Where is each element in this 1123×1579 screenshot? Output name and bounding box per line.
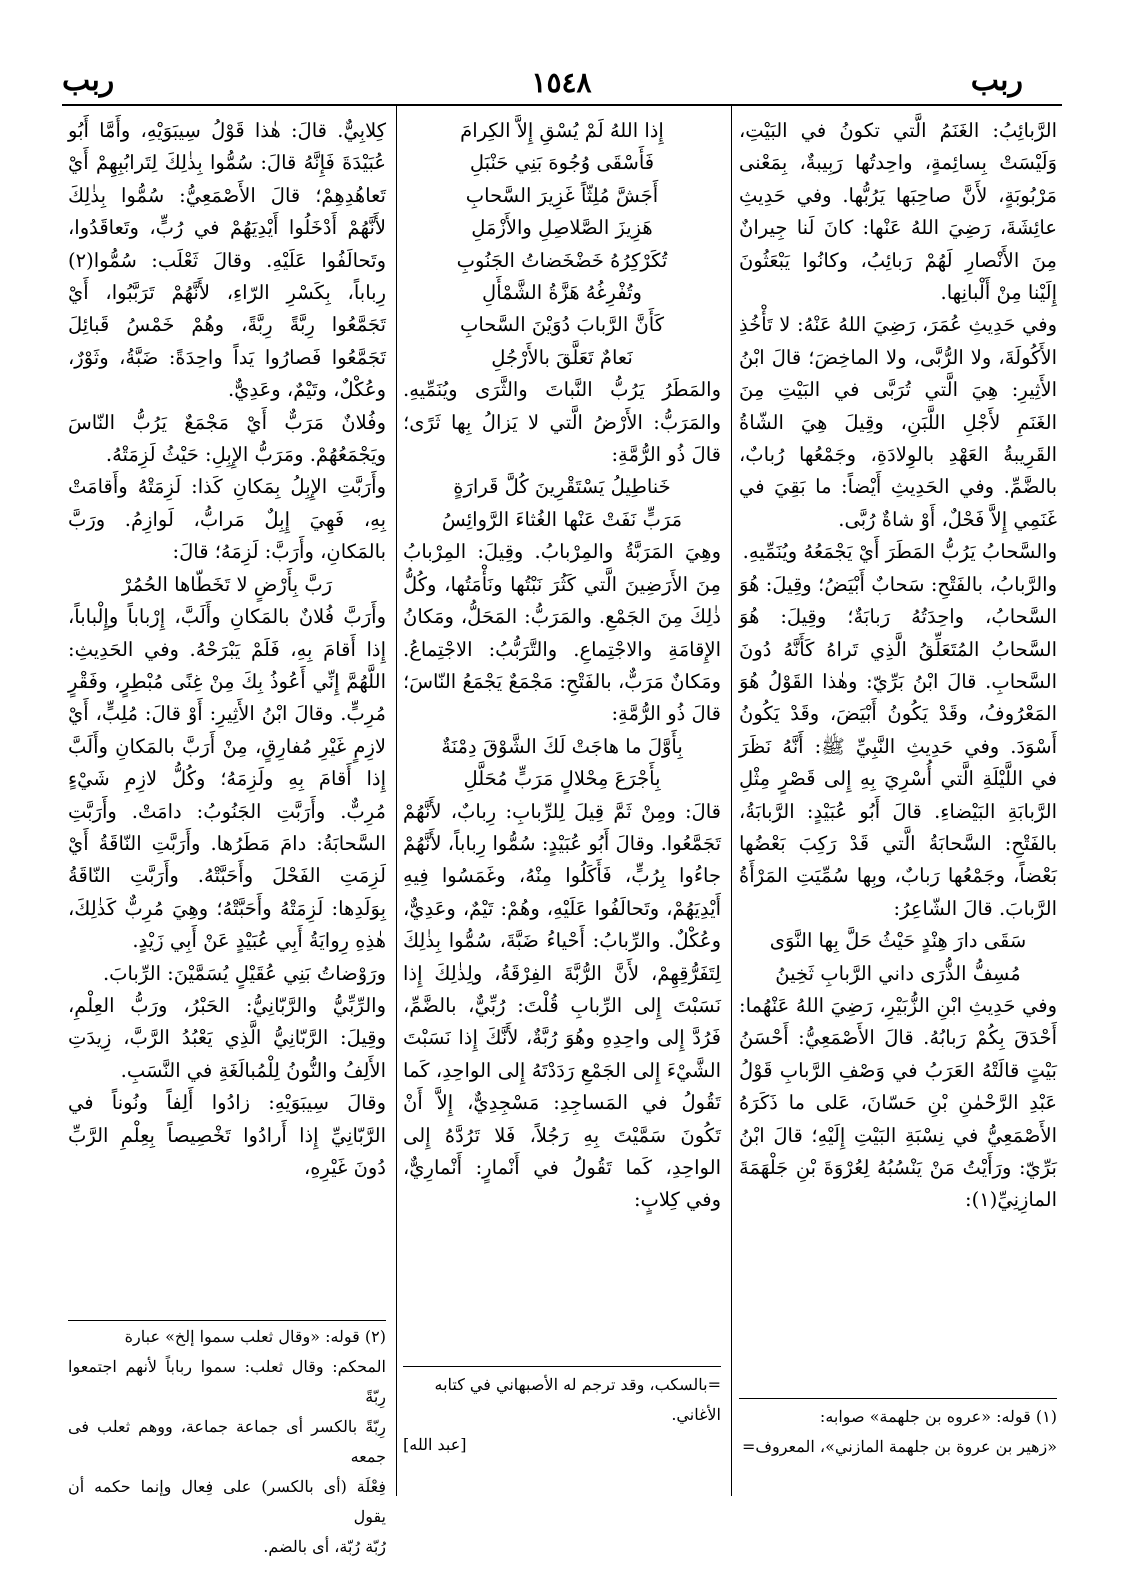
column-right [739, 115, 1057, 1217]
poetry-verse: بِأَجْرَعَ مِحْلالٍ مَرَبٍّ مُحَلَّلِ [463, 767, 661, 791]
column-middle [403, 115, 721, 1217]
column-divider-right [731, 106, 732, 1496]
poetry-verse: مَرَبٍّ نَفَتْ عَنْها الغُثاءَ الرَّوائِسُ [441, 507, 683, 531]
footnote-left [68, 1322, 386, 1562]
footnote-line: =بالسكب، وقد ترجم له الأصبهاني في كتابه [434, 1375, 721, 1394]
footnote-line: رُبّة رُبّة، أى بالضم. [263, 1537, 386, 1556]
entry-paragraph: وأَرَبَّتِ الإِبِلُ بِمَكانِ كَذا: لَزِمَتْهُ وأَقامَتْ بِهِ، فَهِيَ إِبِلٌ مَرابُّ، لَوازِمُ. ورَبَّ بالمَكانِ، وأَرَبَّ: لَزِمَهُ؛ قالَ: [68, 475, 386, 564]
poetry-verse: هَزِيزَ الصَّلاصِلِ والأَزْمَلِ [471, 216, 653, 240]
header-root-word-left: ربب [62, 63, 115, 98]
footnote-line: «زهير بن عروة بن جلهمة المازني»، المعروف= [741, 1437, 1057, 1456]
poetry-verse: سَقَى دارَ هِنْدٍ حَيْثُ حَلَّ بِها النَّوَى [769, 929, 1027, 953]
footnote-line: فِعْلَة (أى بالكسر) على فِعال وإنما حكمه أن يقول [68, 1477, 386, 1526]
poetry-verse: خَناطِيلُ يَسْتَقْرِينَ كُلَّ قَرارَةٍ [453, 475, 671, 499]
footnote-rule-right [739, 1398, 1057, 1399]
poetry-verse: رَبَّ بِأَرْضٍ لا تَخَطّاها الحُمُرْ [121, 572, 333, 596]
footnote-middle [403, 1370, 721, 1460]
poetry-verse: كَأَنَّ الرَّبابَ دُوَيْنَ السَّحابِ [460, 313, 664, 337]
footnote-line: المحكم: وقال ثعلب: سموا رباباً لأنهم اجتمعوا رِبّةً [68, 1357, 386, 1406]
entry-paragraph: ورَوْضاتُ بَنِي عُقَيْلٍ يُسَمَّيْنَ: الرِّبابَ. [102, 961, 386, 985]
footnote-line: رِبّةً بالكسر أى جماعة جماعة، ووهم ثعلب فى جمعه [68, 1417, 386, 1466]
poetry-verse: مُسِفُّ الذُّرَى داني الرَّبابِ ثَخِينُ [775, 961, 1021, 985]
footnote-line: الأغاني. [671, 1405, 721, 1424]
entry-paragraph: والرِّبِّيُّ والرَّبّانِيُّ: الحَبْرُ، ورَبُّ العِلْمِ، وقِيلَ: الرَّبّانِيُّ الَّذِي يَعْبُدُ الرَّبَّ، زِيدَتِ الأَلِفُ والنُّونُ لِلْمُبالَغَةِ في النَّسَبِ. [68, 993, 386, 1082]
header-root-word-right: ربب [970, 63, 1023, 98]
poetry-verse: فَأَسْقَى وُجُوهَ بَنِي حَنْبَلِ [469, 151, 655, 175]
entry-paragraph: وقالَ سِيبَوَيْهِ: زادُوا أَلِفاً ونُوناً في الرَّبّانِيِّ إِذا أَرادُوا تَخْصِيصاً بِعِلْمِ الرَّبِّ دُونَ غَيْرِهِ، [68, 1091, 386, 1179]
footnote-line: (٢) قوله: «وقال ثعلب سموا إلخ» عبارة [124, 1327, 386, 1346]
entry-paragraph: وفي حَدِيثِ عُمَرَ، رَضِيَ اللهُ عَنْهُ: لا تَأْخُذِ الأَكُولَةَ، ولا الرُّبَّى، ولا الماخِضَ؛ قالَ ابْنُ الأَثِيرِ: هِيَ الَّتي تُرَبَّى في البَيْتِ مِنَ الغَنَمِ لأَجْلِ اللَّبَنِ، وقِيلَ هِيَ الشّاةُ القَرِيبةُ العَهْدِ بالوِلادَةِ، وجَمْعُها رُبابٌ، بالضَّمِّ. وفي الحَدِيثِ أَيْضاً: ما بَقِيَ في غَنَمِي إِلاَّ فَحْلٌ، أَوْ شاةٌ رُبَّى. [739, 313, 1057, 531]
poetry-verse: تُكَرْكِرُهُ خَضْخَضاتُ الجَنُوبِ [456, 248, 668, 272]
footnote-rule-left [68, 1320, 386, 1321]
page-number: ١٥٤٨ [531, 66, 592, 99]
poetry-verse: إِذا اللهُ لَمْ يُسْقِ إِلاَّ الكِرامَ [460, 119, 664, 142]
column-divider-left [396, 106, 397, 1496]
entry-paragraph: وفُلانٌ مَرَبٌّ أَيْ مَجْمَعٌ يَرُبُّ النّاسَ ويَجْمَعُهُمْ. ومَرَبُّ الإِبِلِ: حَيْثُ لَزِمَتْهُ. [68, 410, 386, 467]
poetry-verse: أَجَشَّ مُلِثّاً غَزِيرَ السَّحابِ [465, 183, 659, 207]
entry-paragraph: وأَرَبَّ فُلانٌ بالمَكانِ وأَلَبَّ، إِرْباباً وإِلْباباً، إِذا أَقامَ بِهِ، فَلَمْ يَبْرَحْهُ. وفي الحَدِيثِ: اللَّهُمَّ إِنِّي أَعُوذُ بِكَ مِنْ غِنًى مُبْطِرٍ، وفَقْرٍ مُرِبٍّ. وقالَ ابْنُ الأَثِيرِ: أَوْ قالَ: مُلِبٍّ، أَيْ لازِمٍ غَيْرِ مُفارِقٍ، مِنْ أَرَبَّ بالمَكانِ وأَلَبَّ إِذا أَقامَ بِهِ ولَزِمَهُ؛ وكُلُّ لازِمِ شَيْءٍ مُرِبٌّ. وأَرَبَّتِ الجَنُوبُ: دامَتْ. وأَرَبَّتِ السَّحابَةُ: دامَ مَطَرُها. وأَرَبَّتِ النّاقَةُ أَيْ لَزِمَتِ الفَحْلَ وأَحَبَّتْهُ. وأَرَبَّتِ النّاقَةُ بِوَلَدِها: لَزِمَتْهُ وأَحَبَّتْهُ؛ وهِيَ مُرِبٌّ كَذٰلِكَ، هٰذِهِ رِوايَةُ أَبِي عُبَيْدٍ عَنْ أَبِي زَيْدٍ. [68, 605, 386, 953]
column-left [68, 115, 386, 1184]
entry-paragraph: والرَّبابُ، بالفَتْحِ: سَحابٌ أَبْيَضُ؛ وقِيلَ: هُوَ السَّحابُ، واحِدَتُهُ رَبابَةٌ؛ وقِيلَ: هُوَ السَّحابُ المُتَعَلِّقُ الَّذِي تَراهُ كَأَنَّهُ دُونَ السَّحابِ. قالَ ابْنُ بَرِّيّ: وهٰذا القَوْلُ هُوَ المَعْرُوفُ، وقَدْ يَكُونُ أَبْيَضَ، وقَدْ يَكُونُ أَسْوَدَ. وفي حَدِيثِ النَّبِيِّ ﷺ: أَنَّهُ نَظَرَ في اللَّيْلَةِ الَّتي أُسْرِيَ بِهِ إِلى قَصْرٍ مِثْلِ الرَّبابَةِ البَيْضاءِ. قالَ أَبُو عُبَيْدٍ: الرَّبابَةُ، بالفَتْحِ: السَّحابَةُ الَّتي قَدْ رَكِبَ بَعْضُها بَعْضاً، وجَمْعُها رَبابٌ، وبِها سُمِّيَتِ المَرْأَةُ الرَّبابَ. قالَ الشّاعِرُ: [739, 572, 1057, 920]
entry-paragraph: قالَ: ومِنْ ثَمَّ قِيلَ لِلرِّبابِ: رِبابٌ، لأَنَّهُمْ تَجَمَّعُوا. وقالَ أَبُو عُبَيْدٍ: سُمُّوا رِباباً، لأَنَّهُمْ جاءُوا بِرُبٍّ، فَأَكَلُوا مِنْهُ، وغَمَسُوا فِيهِ أَيْدِيَهُمْ، وتَحالَفُوا عَلَيْهِ، وهُمْ: تَيْمٌ، وعَدِيٌّ، وعُكْلٌ. والرِّبابُ: أَحْياءُ ضَبَّةَ، سُمُّوا بِذٰلِكَ لِتَفَرُّقِهِمْ، لأَنَّ الرُّبَّةَ الفِرْقَةُ، ولِذٰلِكَ إِذا نَسَبْتَ إِلى الرِّبابِ قُلْتَ: رُبِّيٌّ، بالضَّمِّ، فَرُدَّ إِلى واحِدِهِ وهُوَ رُبَّةٌ، لأَنَّكَ إِذا نَسَبْتَ الشَّيْءَ إِلى الجَمْعِ رَدَدْتَهُ إِلى الواحِدِ، كَما تَقُولُ في المَساجِدِ: مَسْجِدِيٌّ، إِلاَّ أَنْ تَكُونَ سَمَّيْتَ بِهِ رَجُلاً، فَلا تَرُدَّهُ إِلى الواحِدِ، كَما تَقُولُ في أَنْمارٍ: أَنْمارِيٌّ، وفي كِلابٍ: [403, 799, 721, 1212]
poetry-verse: نَعامٌ تَعَلَّقَ بالأَرْجُلِ [491, 345, 633, 369]
footnote-right [739, 1402, 1057, 1462]
editor-signature: [عبد الله] [403, 1435, 467, 1454]
entry-paragraph: وهِيَ المَرَبَّةُ والمِرْبابُ. وقِيلَ: المِرْبابُ مِنَ الأَرَضِينَ الَّتي كَثُرَ نَبْتُها ونَأْمَتُها، وكُلُّ ذٰلِكَ مِنَ الجَمْعِ. والمَرَبُّ: المَحَلُّ، ومَكانُ الإِقامَةِ والاجْتِماعِ. والتَّرَبُّبُ: الاجْتِماعُ. ومَكانٌ مَرَبٌّ، بالفَتْحِ: مَجْمَعٌ يَجْمَعُ النّاسَ؛ قالَ ذُو الرُّمَّةِ: [403, 540, 721, 726]
poetry-verse: وتُفْرِغُهُ هَزَّةُ الشَّمْأَلِ [482, 281, 642, 305]
footnote-line: (١) قوله: «عروه بن جلهمة» صوابه: [819, 1407, 1057, 1426]
header-rule [62, 104, 1062, 106]
footnote-rule-middle [403, 1366, 721, 1367]
entry-paragraph: والسَّحابُ يَرُبُّ المَطَرَ أَيْ يَجْمَعُهُ ويُنَمِّيهِ. [742, 540, 1057, 564]
poetry-verse: بِأَوَّلَ ما هاجَتْ لَكَ الشَّوْقَ دِمْنَةٌ [441, 734, 683, 758]
entry-paragraph: الرَّبائِبُ: الغَنَمُ الَّتي تكونُ في البَيْتِ، وَلَيْسَتْ بِسائِمةٍ، واحِدتُها رَبِيبةٌ، بِمَعْنى مَرْبُوبَةٍ، لأَنَّ صاحِبَها يَرُبُّها. وفي حَدِيثِ عائِشَةَ، رَضِيَ اللهُ عَنْها: كانَ لَنا جِيرانٌ مِنَ الأَنْصارِ لَهُمْ رَبائِبُ، وكانُوا يَبْعَثُونَ إِلَيْنا مِنْ أَلْبانِها. [739, 119, 1057, 305]
entry-paragraph: كِلابِيٌّ. قالَ: هٰذا قَوْلُ سِيبَوَيْهِ، وأَمَّا أَبُو عُبَيْدَةَ فَإِنَّهُ قالَ: سُمُّوا بِذٰلِكَ لِتَرابُبِهِمْ أَيْ تَعاهُدِهِمْ؛ قالَ الأَصْمَعِيُّ: سُمُّوا بِذٰلِكَ لأَنَّهُمْ أَدْخَلُوا أَيْدِيَهُمْ في رُبٍّ، وتَعاقَدُوا، وتَحالَفُوا عَلَيْهِ. وقالَ ثَعْلَب: سُمُّوا(٢) رِباباً، بِكَسْرِ الرّاءِ، لأَنَّهُمْ تَرَبَّبُوا، أَيْ تَجَمَّعُوا رِبَّةً رِبَّةً، وهُمْ خَمْسُ قَبائِلَ تَجَمَّعُوا فَصارُوا يَداً واحِدَةً: ضَبَّةُ، وثَوْرٌ، وعُكْلٌ، وتَيْمٌ، وعَدِيٌّ. [68, 119, 386, 402]
entry-paragraph: وفي حَدِيثِ ابْنِ الزُّبَيْرِ، رَضِيَ اللهُ عَنْهُما: أَحْدَقَ بِكُمْ رَبابُهُ. قالَ الأَصْمَعِيُّ: أَحْسَنُ بَيْتٍ قالَتْهُ العَرَبُ في وَصْفِ الرَّبابِ قَوْلُ عَبْدِ الرَّحْمٰنِ بْنِ حَسّانَ، عَلى ما ذَكَرَهُ الأَصْمَعِيُّ في نِسْبَةِ البَيْتِ إِلَيْهِ؛ قالَ ابْنُ بَرِّيّ: ورَأَيْتُ مَنْ يَنْسُبُهُ لِعُرْوَةَ بْنِ جَلْهَمَةَ المازِنِيِّ(١): [739, 993, 1057, 1212]
entry-paragraph: والمَطَرُ يَرُبُّ النَّباتَ والثَّرَى ويُنَمِّيهِ. والمَرَبُّ: الأَرْضُ الَّتي لا يَزالُ بِها ثَرًى؛ قالَ ذُو الرُّمَّةِ: [403, 378, 721, 467]
